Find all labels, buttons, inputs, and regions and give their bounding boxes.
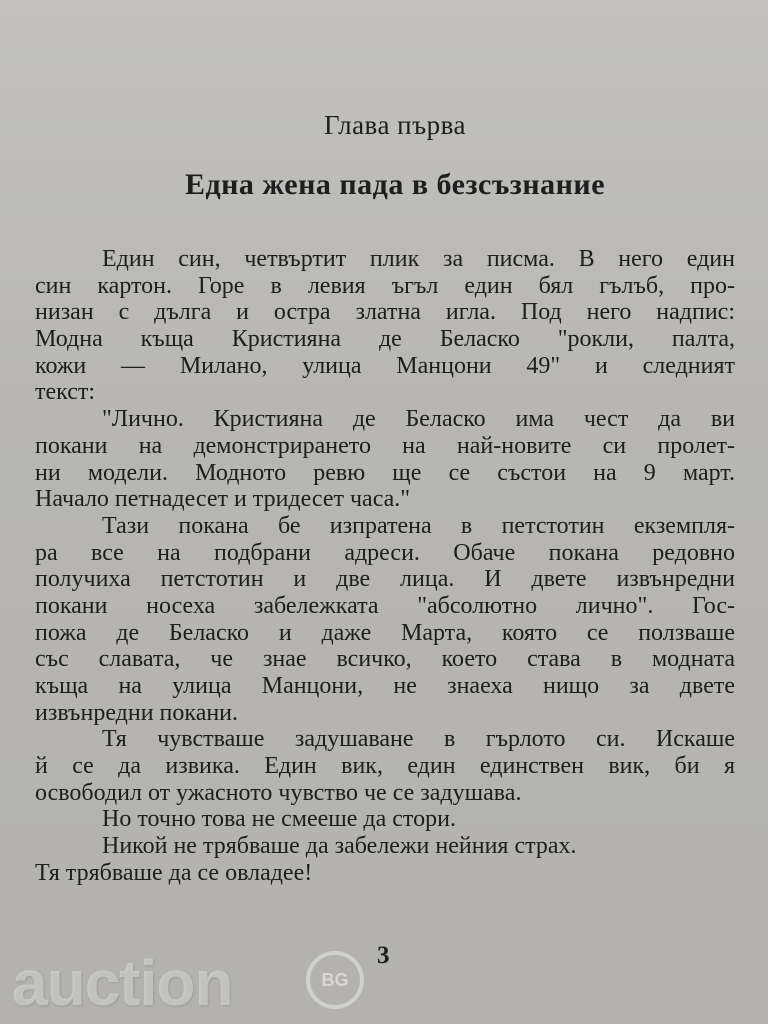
text-line: ни модели. Модното ревю ще се състои на 9 март. [35,459,735,486]
text-line: "Лично. Кристияна де Беласко има чест да ви [102,406,735,433]
text-line: Начало петнадесет и тридесет часа." [35,486,411,513]
text-line: й се да извика. Един вик, един единствен вик, би я [35,753,735,780]
text-line: Тя чувстваше задушаване в гърлото си. Искаше [102,726,735,753]
text-line: Тази покана бе изпратена в петстотин екземпля- [102,512,735,539]
text-line: ра все на подбрани адреси. Обаче покана редовно [35,539,735,566]
watermark-logo: auction [12,947,233,1019]
text-line: получиха петстотин и две лица. И двете извънредни [35,566,735,593]
text-line: Един син, четвъртит плик за писма. В него един [102,246,735,272]
text-line: пожа де Беласко и даже Марта, която се ползваше [35,619,735,646]
text-line: извънредни покани. [35,699,239,726]
text-line: покани носеха забележката "абсолютно лично". Гос- [35,592,735,619]
text-line: със славата, че знае всичко, което става в модната [35,646,735,673]
text-line: покани на демонстрирането на най-новите си пролет- [35,432,735,459]
text-line: къща на улица Манцони, не знаеха нищо за двете [35,673,735,699]
text-line: низан с дълга и остра златна игла. Под него надпис: [35,299,735,326]
text-line: Никой не трябваше да забележи нейния страх. [102,833,577,860]
page-number: 3 [377,942,390,969]
text-line: Тя трябваше да се овладее! [35,859,313,886]
chapter-title: Една жена пада в безсъзнание [184,168,606,201]
text-line: кожи — Милано, улица Манцони 49" и следният [35,352,735,379]
watermark-badge: BG [306,951,364,1009]
text-line: Модна къща Кристияна де Беласко "рокли, палта, [35,326,735,353]
chapter-heading: Глава първа [324,110,466,140]
text-line: освободил от ужасното чувство че се задушава. [35,779,522,806]
text-line: син картон. Горе в левия ъгъл един бял гълъб, про- [35,272,735,299]
text-line: Но точно това не смееше да стори. [102,806,456,833]
text-line: текст: [35,379,96,406]
body-text [35,246,735,887]
